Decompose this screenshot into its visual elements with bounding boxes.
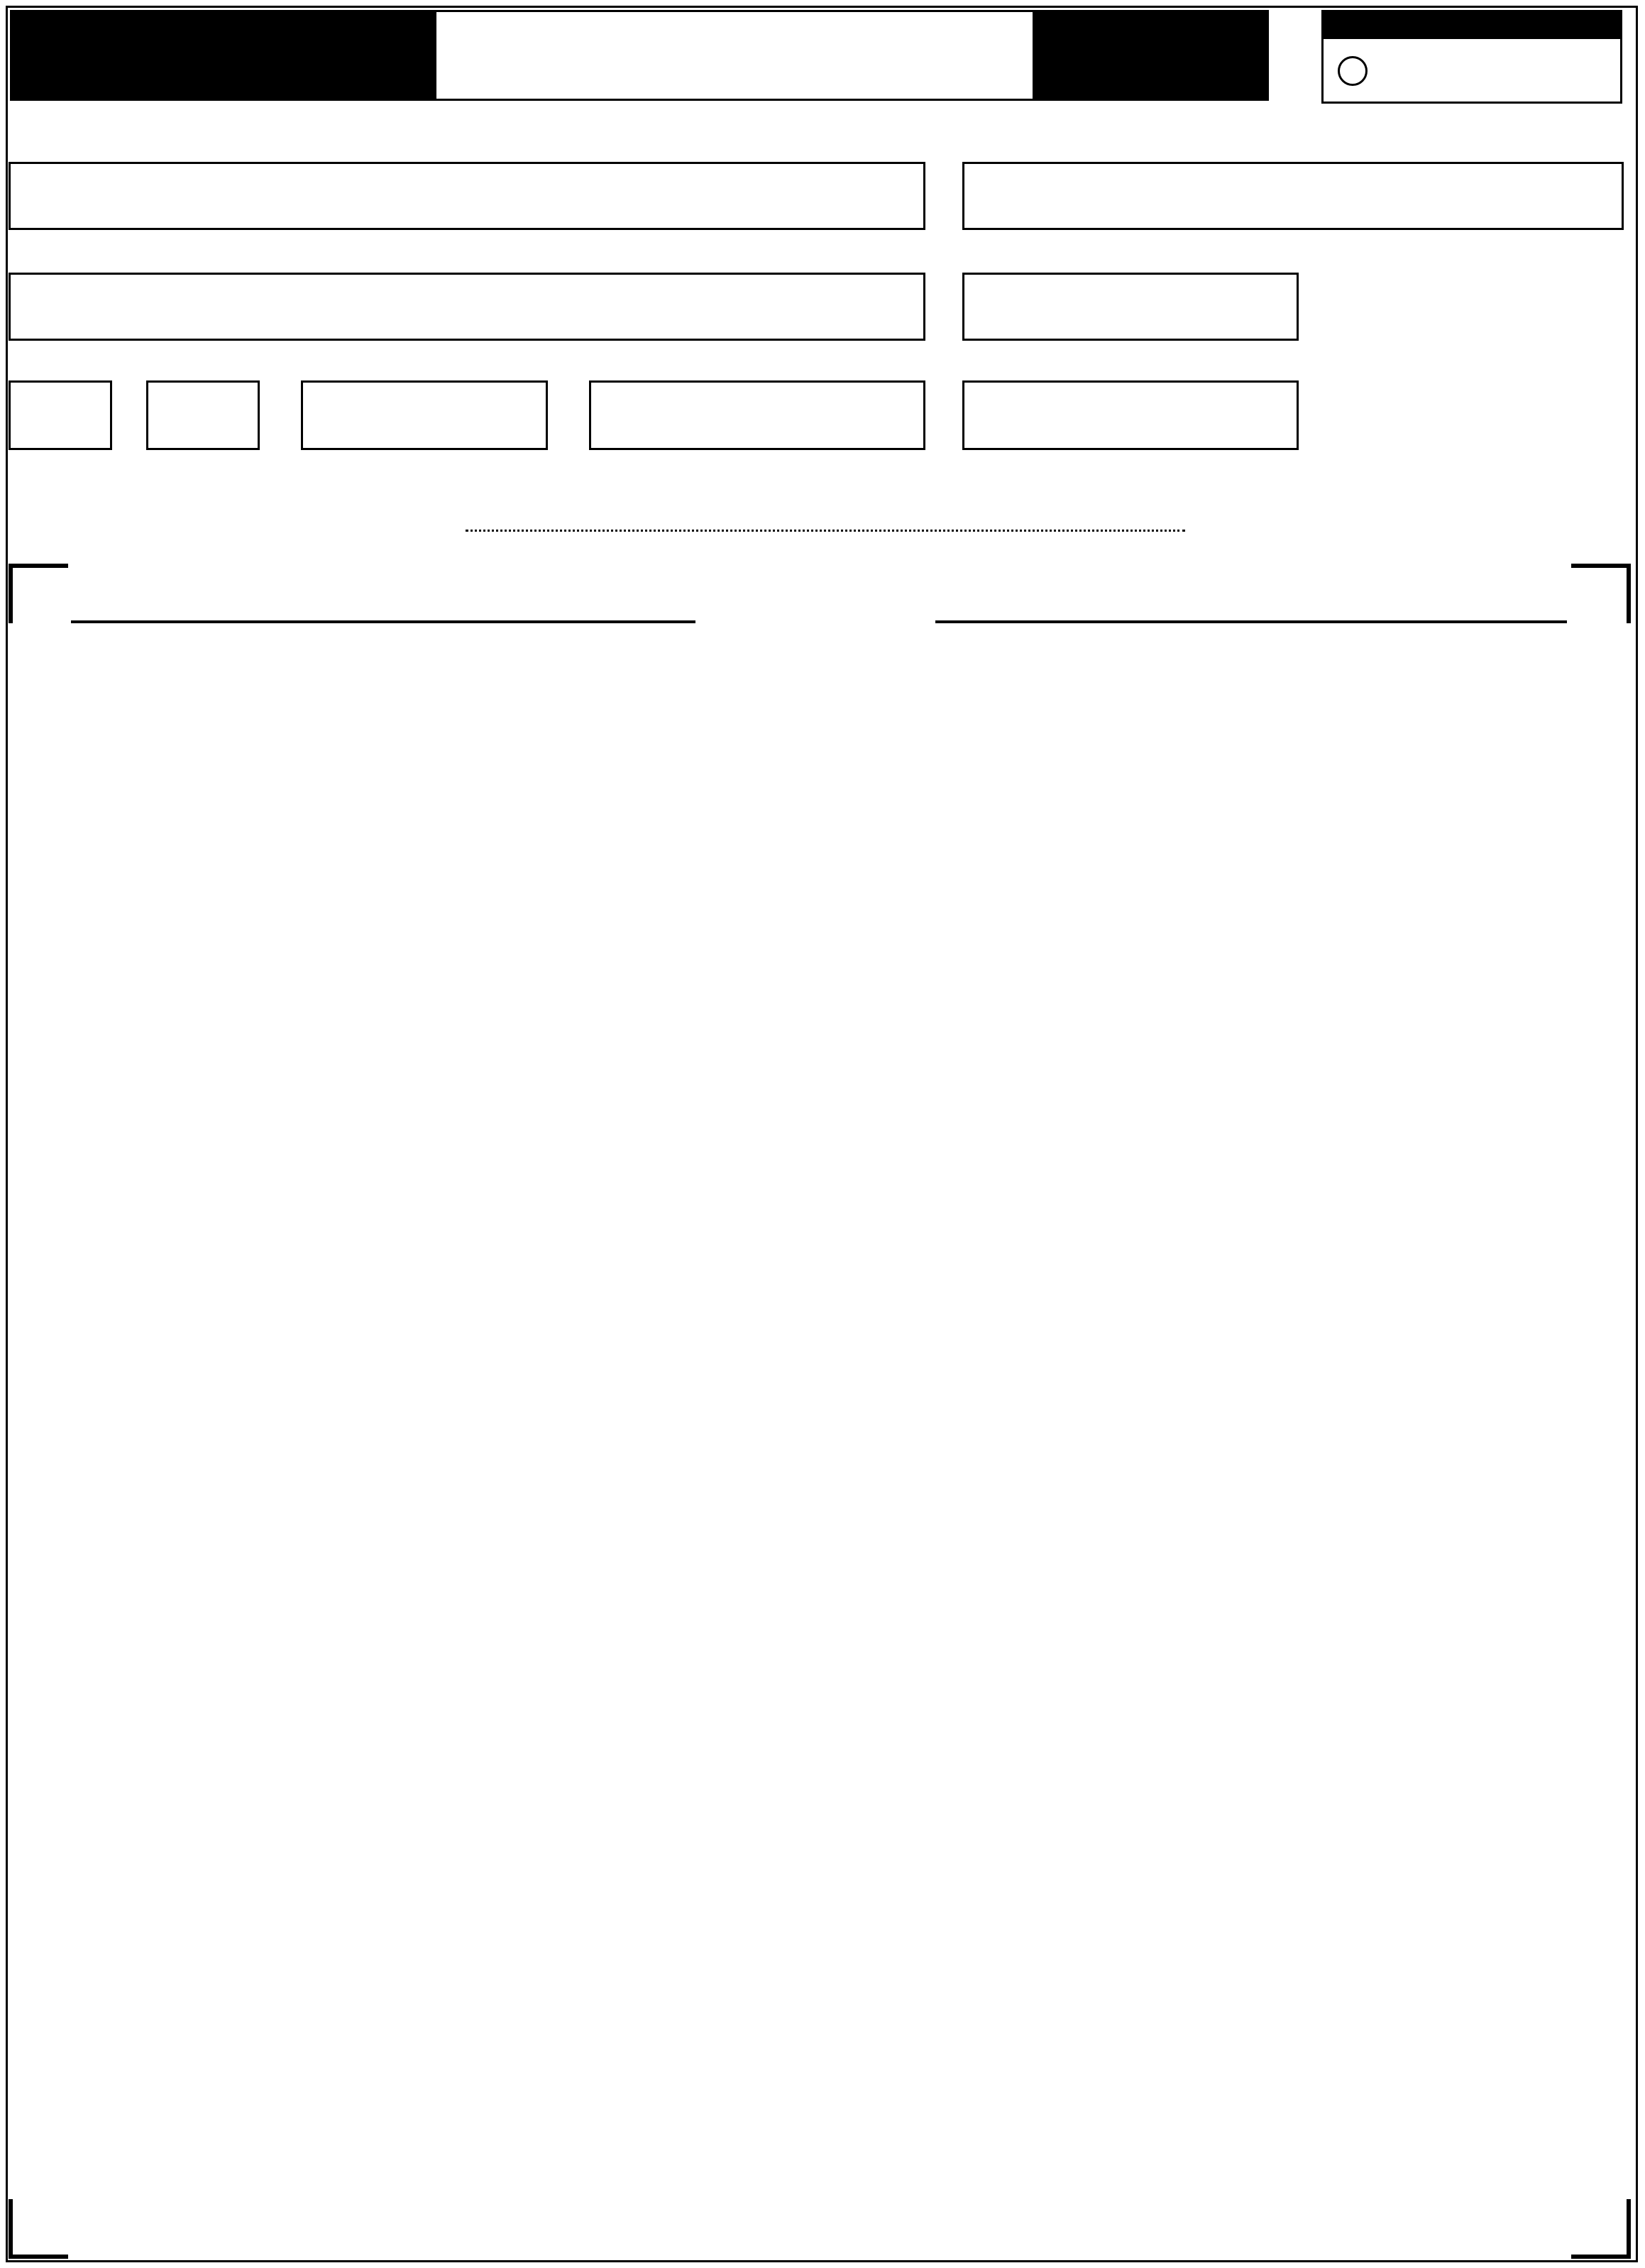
turma-field	[146, 380, 260, 450]
card-title	[10, 10, 434, 101]
aplicacao-field	[962, 380, 1299, 450]
nome-field	[9, 273, 925, 341]
corner-mark-top-left	[9, 564, 68, 623]
exam-title	[434, 10, 1035, 101]
grade-title	[1035, 10, 1269, 101]
applicator-box	[1321, 10, 1622, 104]
instructions-rule-left	[71, 620, 695, 623]
absent-row	[1333, 56, 1372, 86]
nascimento-field	[962, 273, 1299, 341]
turno-field	[301, 380, 548, 450]
absent-checkbox[interactable]	[1338, 56, 1368, 86]
corner-mark-bottom-right	[1571, 2199, 1631, 2259]
municipio-field	[962, 162, 1624, 230]
matricula-field	[589, 380, 925, 450]
fill-example-grid	[1299, 1015, 1611, 1157]
corner-mark-bottom-left	[9, 2199, 68, 2259]
signature-line	[466, 530, 1185, 532]
corner-mark-top-right	[1571, 564, 1631, 623]
applicator-title	[1324, 12, 1620, 39]
instructions-rule-right	[935, 620, 1567, 623]
local-field	[9, 162, 925, 230]
qr-code-icon	[1392, 253, 1618, 478]
serie-field	[9, 380, 112, 450]
